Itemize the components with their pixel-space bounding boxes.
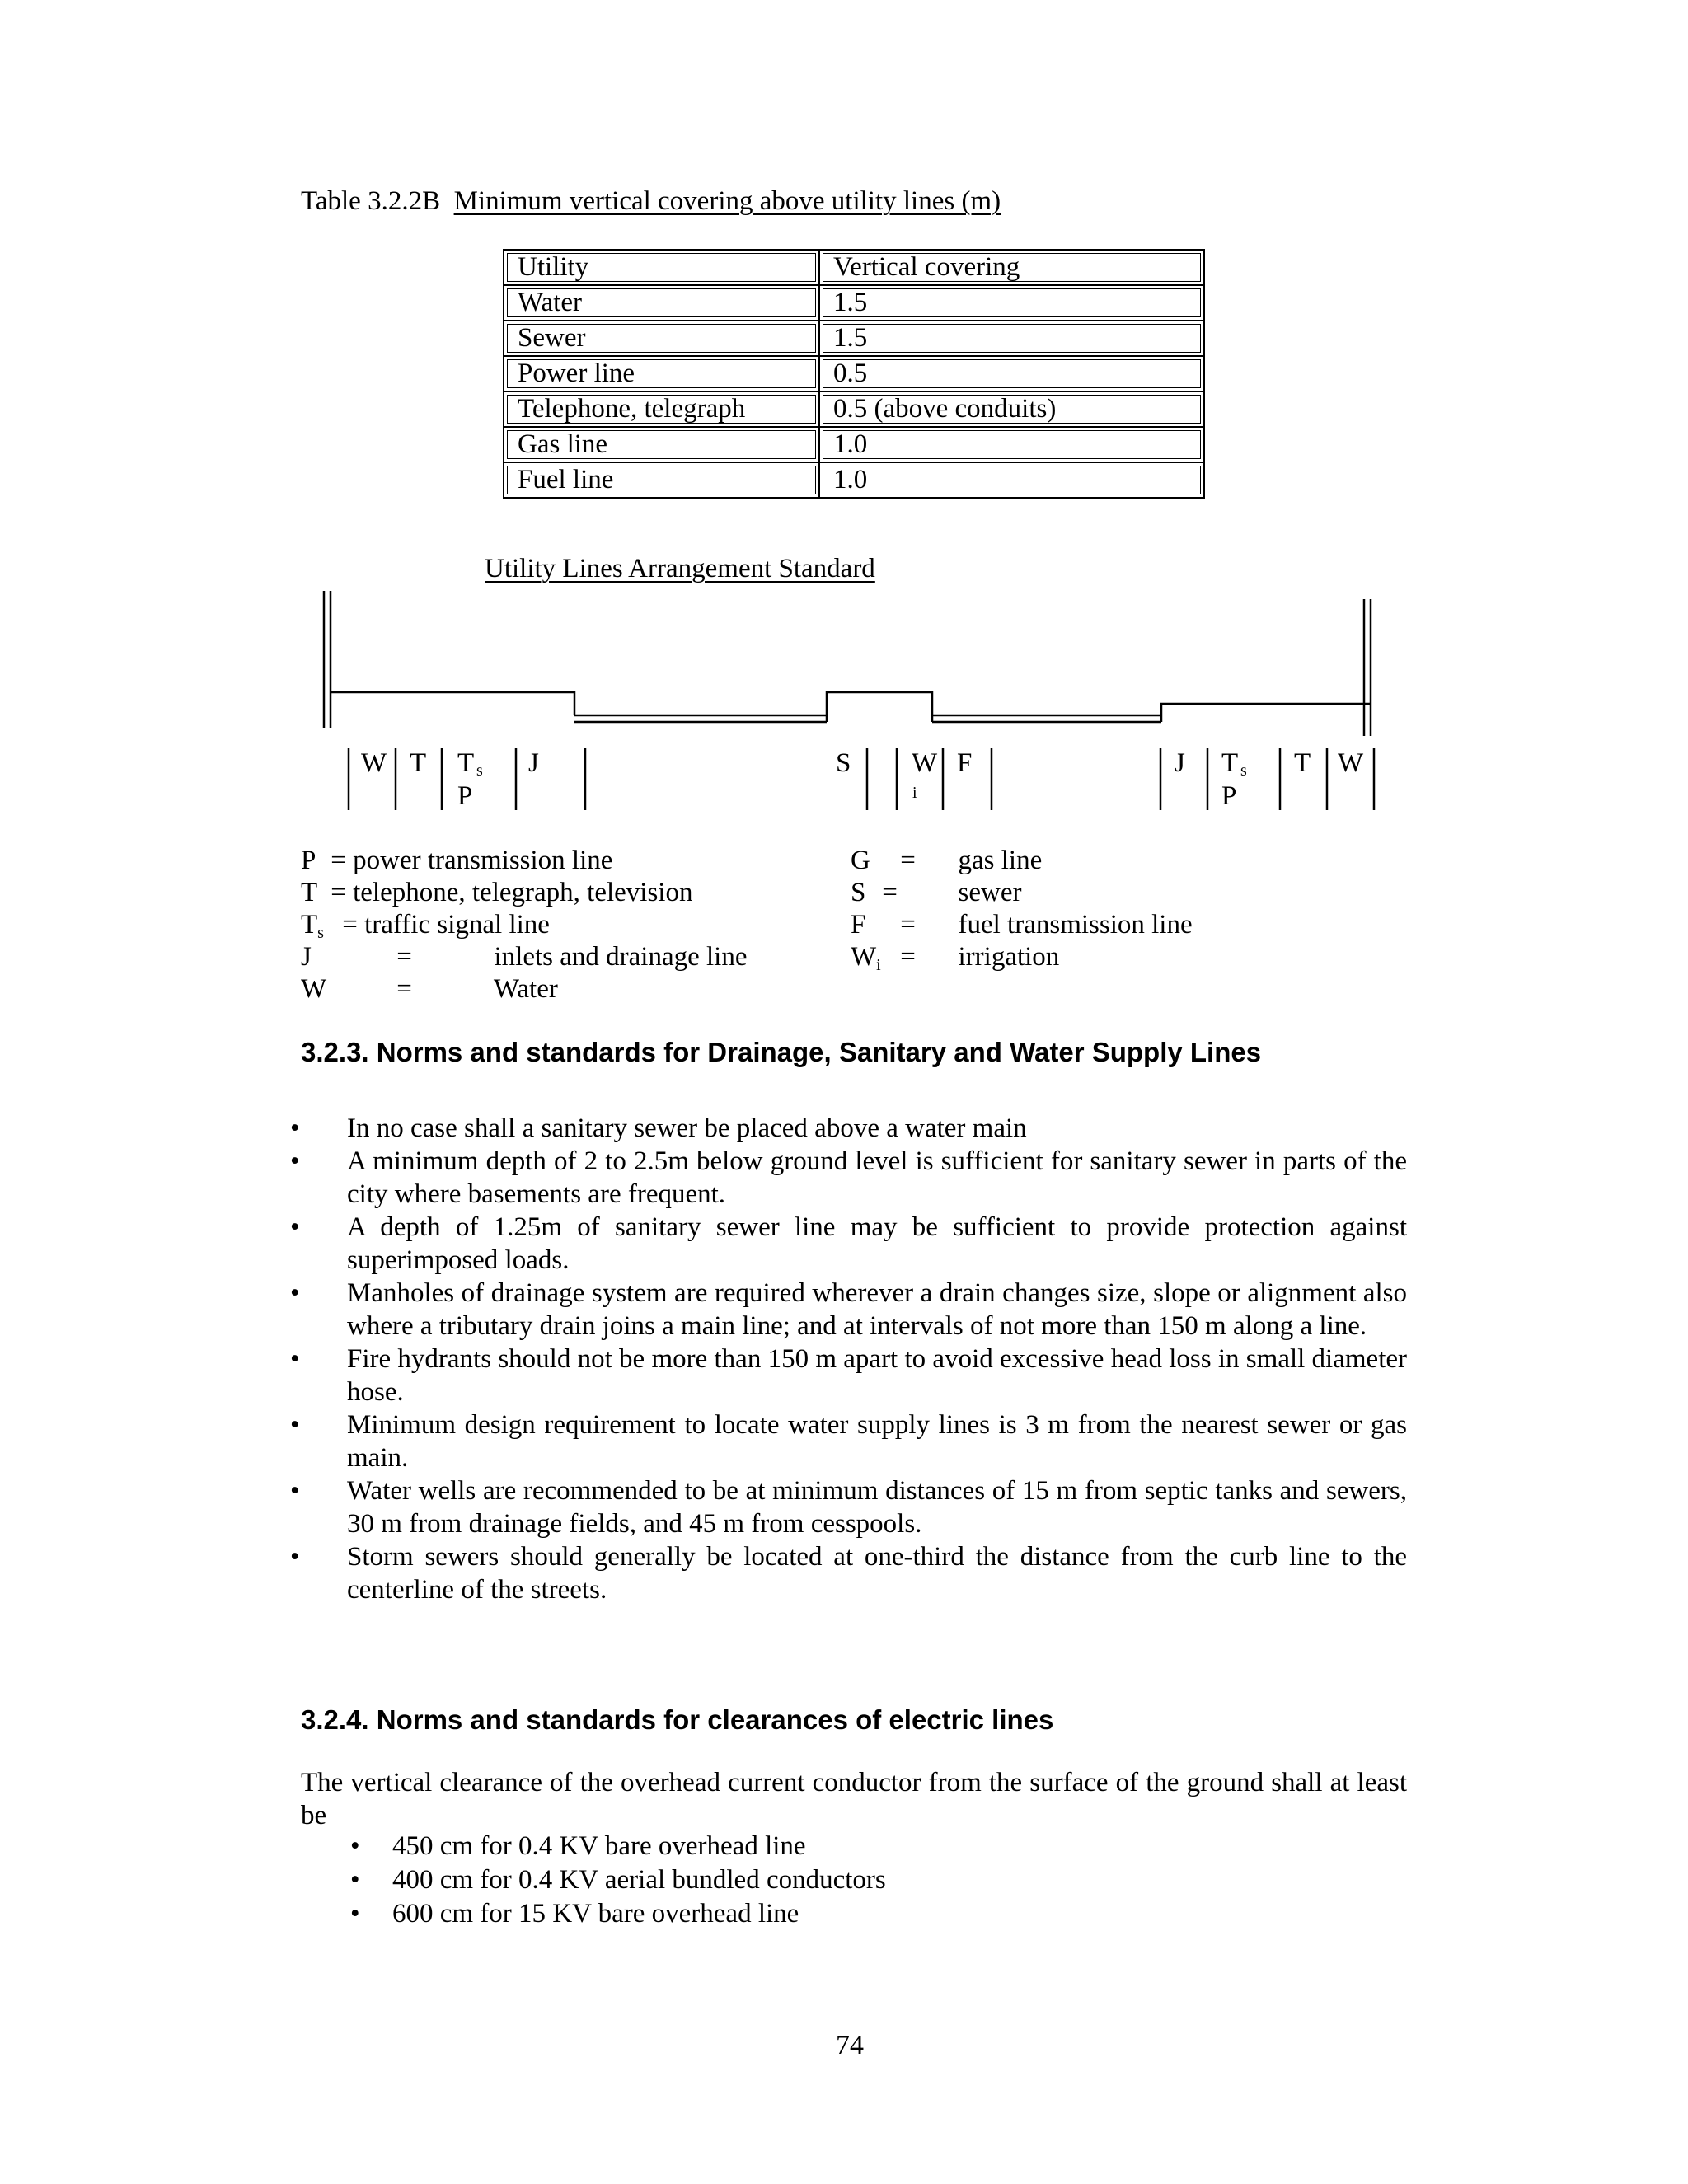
bullet-icon: • bbox=[350, 1831, 360, 1861]
list-item: • Minimum design requirement to locate water supply lines is 3 m from the nearest sewer or gas main. bbox=[290, 1410, 1407, 1473]
legend-water: W = Water bbox=[301, 974, 558, 1004]
bullet-icon: • bbox=[350, 1865, 360, 1895]
diagram-label-traffic-right: T bbox=[1221, 748, 1239, 778]
diagram-label-irrigation: W bbox=[912, 748, 938, 778]
list-item: • In no case shall a sanitary sewer be placed above a water main bbox=[290, 1113, 1027, 1143]
diagram-title: Utility Lines Arrangement Standard bbox=[485, 554, 875, 583]
list-item: • 450 cm for 0.4 KV bare overhead line bbox=[350, 1830, 886, 1863]
cell-covering: 1.5 bbox=[819, 285, 1204, 321]
cell-utility: Water bbox=[504, 285, 819, 321]
legend-gas: G = gas line bbox=[851, 846, 1043, 875]
header-utility: Utility bbox=[504, 250, 819, 285]
diagram-label-sewer: S bbox=[836, 748, 851, 778]
diagram-label-drain-right: J bbox=[1175, 748, 1185, 778]
cell-utility: Power line bbox=[504, 356, 819, 391]
legend-drainage: J = inlets and drainage line bbox=[301, 942, 748, 972]
diagram-label-telephone-left: T bbox=[410, 748, 427, 778]
diagram-label-irrigation-sub: i bbox=[912, 784, 917, 802]
table-caption-title: Minimum vertical covering above utility lines (m) bbox=[453, 186, 1001, 216]
bullet-icon: • bbox=[290, 1113, 300, 1143]
bullet-icon: • bbox=[290, 1278, 300, 1308]
legend-traffic-signal: $T_s$ = traffic signal line bbox=[301, 910, 550, 942]
cell-utility: Gas line bbox=[504, 427, 819, 462]
diagram-label-fuel: F bbox=[957, 748, 973, 778]
legend-power: P = power transmission line bbox=[301, 846, 613, 875]
list-item: • Manholes of drainage system are required wherever a drain changes size, slope or alignment also where a tributary drain joins a main line; and at intervals of not more than 150 m along a line. bbox=[290, 1278, 1407, 1341]
diagram-label-power-left: P bbox=[457, 781, 473, 811]
section-324-heading: 3.2.4. Norms and standards for clearances of electric lines bbox=[301, 1704, 1054, 1735]
list-item: • A depth of 1.25m of sanitary sewer line may be sufficient to provide protection against superimposed loads. bbox=[290, 1212, 1407, 1275]
cell-covering: 0.5 (above conduits) bbox=[819, 391, 1204, 427]
cell-covering: 1.0 bbox=[819, 427, 1204, 462]
diagram-label-drain-left: J bbox=[528, 748, 539, 778]
diagram-label-telephone-right: T bbox=[1294, 748, 1311, 778]
diagram-label-water-left: W bbox=[361, 748, 387, 778]
section-323-heading: 3.2.3. Norms and standards for Drainage, Sanitary and Water Supply Lines bbox=[301, 1037, 1262, 1067]
legend-sewer: S = sewer bbox=[851, 878, 1022, 907]
diagram-label-traffic-left-sub: s bbox=[476, 762, 483, 780]
page-number: 74 bbox=[836, 2030, 864, 2060]
header-vertical-covering: Vertical covering bbox=[819, 250, 1204, 285]
bullet-icon: • bbox=[290, 1476, 300, 1506]
cell-covering: 1.0 bbox=[819, 462, 1204, 498]
cell-covering: 0.5 bbox=[819, 356, 1204, 391]
diagram-label-power-right: P bbox=[1221, 781, 1237, 811]
table-caption-label: Table 3.2.2B bbox=[301, 186, 441, 216]
section-324-bullet-list bbox=[350, 1830, 886, 1931]
list-item: • 600 cm for 15 KV bare overhead line bbox=[350, 1897, 886, 1931]
section-323-bullet-list bbox=[290, 1112, 1407, 1606]
section-324-paragraph: The vertical clearance of the overhead current conductor from the surface of the ground shall at least be bbox=[301, 1768, 1407, 1830]
legend-fuel: F = fuel transmission line bbox=[851, 910, 1193, 940]
cell-covering: 1.5 bbox=[819, 321, 1204, 356]
bullet-icon: • bbox=[290, 1212, 300, 1242]
list-item: • A minimum depth of 2 to 2.5m below ground level is sufficient for sanitary sewer in parts of the city where basements are frequent. bbox=[290, 1146, 1407, 1209]
list-item: • Fire hydrants should not be more than 150 m apart to avoid excessive head loss in small diameter hose. bbox=[290, 1344, 1407, 1407]
diagram-label-water-right: W bbox=[1338, 748, 1364, 778]
cell-utility: Telephone, telegraph bbox=[504, 391, 819, 427]
legend-irrigation: $W_i$ = irrigation bbox=[851, 942, 1060, 974]
utility-lines-diagram bbox=[0, 0, 1688, 824]
bullet-icon: • bbox=[350, 1899, 360, 1929]
diagram-label-traffic-left: T bbox=[457, 748, 475, 778]
bullet-icon: • bbox=[290, 1542, 300, 1572]
legend-telephone: T = telephone, telegraph, television bbox=[301, 878, 693, 907]
cell-utility: Fuel line bbox=[504, 462, 819, 498]
bullet-icon: • bbox=[290, 1146, 300, 1176]
list-item: • Storm sewers should generally be located at one-third the distance from the curb line to the centerline of the streets. bbox=[290, 1542, 1407, 1605]
bullet-icon: • bbox=[290, 1344, 300, 1374]
cell-utility: Sewer bbox=[504, 321, 819, 356]
list-item: • Water wells are recommended to be at minimum distances of 15 m from septic tanks and sewers, 30 m from drainage fields, and 45 m from cesspools. bbox=[290, 1476, 1407, 1539]
diagram-label-traffic-right-sub: s bbox=[1240, 762, 1247, 780]
bullet-icon: • bbox=[290, 1410, 300, 1440]
list-item: • 400 cm for 0.4 KV aerial bundled conductors bbox=[350, 1863, 886, 1897]
